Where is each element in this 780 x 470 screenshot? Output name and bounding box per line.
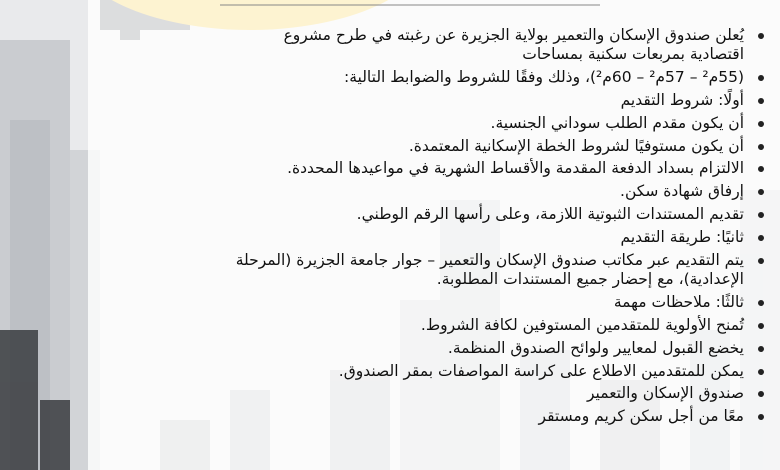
bullet-icon xyxy=(758,300,764,306)
item-text: يمكن للمتقدمين الاطلاع على كراسة المواصفات بمقر الصندوق. xyxy=(338,361,744,380)
list-item xyxy=(146,26,766,64)
item-text: إرفاق شهادة سكن. xyxy=(620,182,744,201)
item-text: تُمنح الأولوية للمتقدمين المستوفين لكافة الشروط. xyxy=(420,315,744,334)
top-divider xyxy=(220,0,600,6)
bullet-icon xyxy=(758,346,764,352)
slogan: معًا من أجل سكن كريم ومستقر xyxy=(538,407,744,426)
list-item xyxy=(146,407,766,426)
bullet-icon xyxy=(758,258,764,264)
list-item xyxy=(146,137,766,156)
item-text-continuation: اقتصادية بمربعات سكنية بمساحات xyxy=(522,45,744,63)
list-item xyxy=(146,114,766,133)
list-item xyxy=(146,68,766,87)
item-text: يتم التقديم عبر مكاتب صندوق الإسكان والتعمير – جوار جامعة الجزيرة (المرحلة xyxy=(235,251,744,270)
bullet-icon xyxy=(758,212,764,218)
item-text: يخضع القبول لمعايير ولوائح الصندوق المنظمة. xyxy=(447,338,744,357)
item-text: أن يكون مقدم الطلب سوداني الجنسية. xyxy=(490,113,744,132)
bullet-icon xyxy=(758,369,764,375)
list-item xyxy=(146,159,766,178)
bullet-icon xyxy=(758,189,764,195)
bullet-icon xyxy=(758,98,764,104)
bullet-icon xyxy=(758,166,764,172)
bullet-icon xyxy=(758,414,764,420)
bullet-icon xyxy=(758,235,764,241)
item-text: تقديم المستندات الثبوتية اللازمة، وعلى رأسها الرقم الوطني. xyxy=(356,205,744,224)
list-item xyxy=(146,228,766,247)
list-item xyxy=(146,362,766,381)
bullet-icon xyxy=(758,75,764,81)
list-item xyxy=(146,316,766,335)
list-item xyxy=(146,384,766,403)
bullet-icon xyxy=(758,391,764,397)
organization-name: صندوق الإسكان والتعمير xyxy=(587,384,744,403)
item-text: يُعلن صندوق الإسكان والتعمير بولاية الجزيرة عن رغبته في طرح مشروع xyxy=(283,26,744,44)
list-item xyxy=(146,205,766,224)
bullet-icon xyxy=(758,121,764,127)
item-text: الالتزام بسداد الدفعة المقدمة والأقساط الشهرية في مواعيدها المحددة. xyxy=(287,159,744,178)
section-heading: ثالثًا: ملاحظات مهمة xyxy=(613,292,744,311)
section-heading: ثانيًا: طريقة التقديم xyxy=(620,228,744,247)
bullet-icon xyxy=(758,323,764,329)
list-item xyxy=(146,182,766,201)
list-item xyxy=(146,339,766,358)
list-item xyxy=(146,91,766,110)
bullet-icon xyxy=(758,144,764,150)
section-heading: أولًا: شروط التقديم xyxy=(620,90,744,109)
item-text: أن يكون مستوفيًا لشروط الخطة الإسكانية المعتمدة. xyxy=(408,136,744,155)
announcement-list xyxy=(146,26,766,430)
item-text-continuation: الإعدادية)، مع إحضار جميع المستندات المطلوبة. xyxy=(436,270,744,289)
list-item xyxy=(146,293,766,312)
item-text: (55م² – 57م² – 60م²)، وذلك وفقًا للشروط والضوابط التالية: xyxy=(344,67,744,86)
bullet-icon xyxy=(758,33,764,39)
list-item xyxy=(146,251,766,289)
